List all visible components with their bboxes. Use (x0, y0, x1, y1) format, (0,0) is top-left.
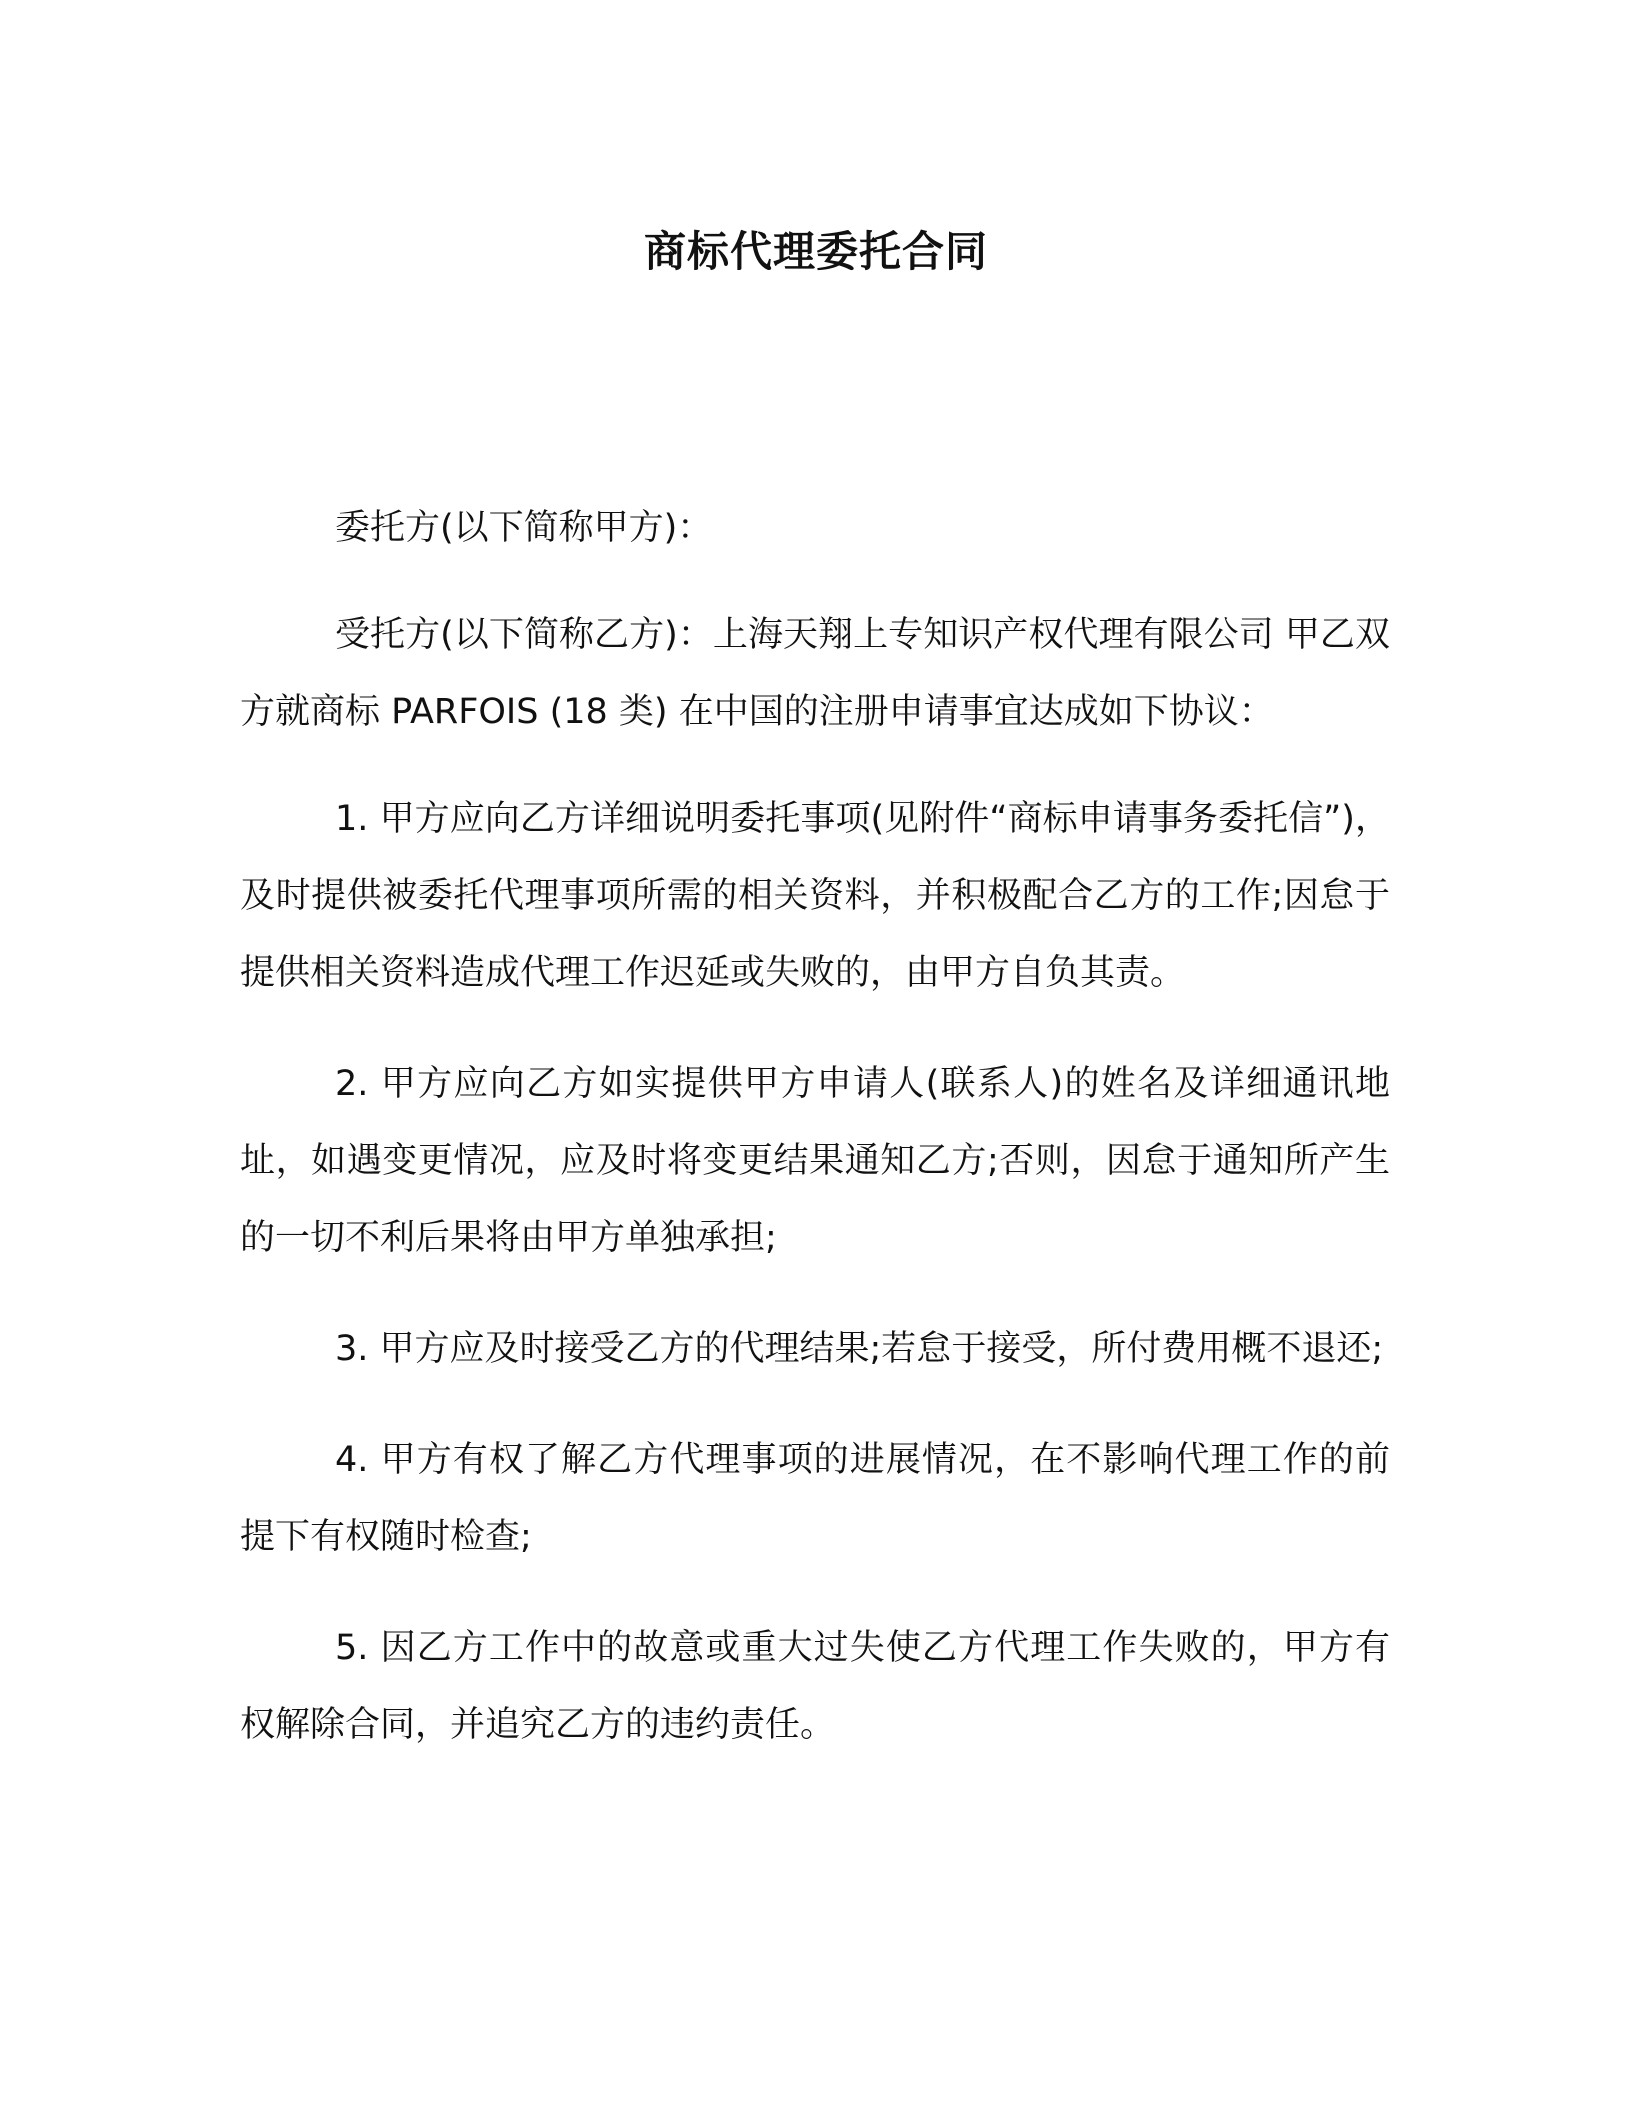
clause-2: 2. 甲方应向乙方如实提供甲方申请人(联系人)的姓名及详细通讯地址，如遇变更情况，应及时将变更结果通知乙方;否则，因怠于通知所产生的一切不利后果将由甲方单独承担; (240, 1064, 1390, 1258)
clause-4: 4. 甲方有权了解乙方代理事项的进展情况，在不影响代理工作的前提下有权随时检查; (240, 1440, 1390, 1557)
clause-5: 5. 因乙方工作中的故意或重大过失使乙方代理工作失败的，甲方有权解除合同，并追究乙方的违约责任。 (240, 1628, 1390, 1745)
document-body (240, 490, 1390, 1764)
paragraph-client: 委托方(以下简称甲方)： (335, 508, 713, 548)
clause-3: 3. 甲方应及时接受乙方的代理结果;若怠于接受，所付费用概不退还; (335, 1329, 1384, 1369)
paragraph-agent: 受托方(以下简称乙方)：上海天翔上专知识产权代理有限公司 甲乙双方就商标 PARFOIS (18 类) 在中国的注册申请事宜达成如下协议： (240, 615, 1390, 732)
clause-1: 1. 甲方应向乙方详细说明委托事项(见附件“商标申请事务委托信”)，及时提供被委托代理事项所需的相关资料，并积极配合乙方的工作;因怠于提供相关资料造成代理工作迟延或失败的，由甲方自负其责。 (240, 799, 1390, 993)
document-title: 商标代理委托合同 (643, 227, 988, 276)
